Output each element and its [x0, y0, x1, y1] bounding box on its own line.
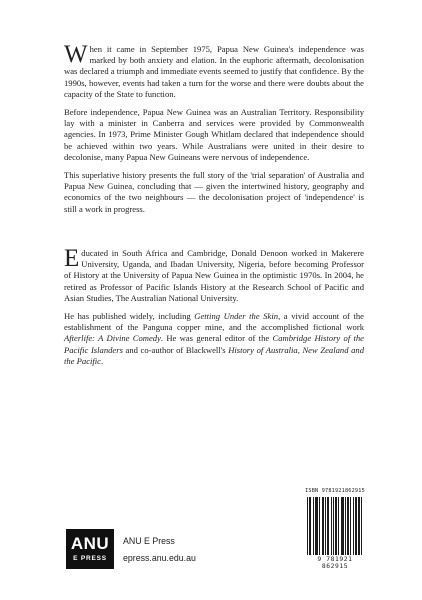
author-bio-section — [64, 245, 364, 374]
publisher-url: epress.anu.edu.au — [123, 553, 196, 563]
publisher-name: ANU E Press — [123, 536, 175, 546]
book-title: History of Australia, New Zealand and the Pacific — [64, 344, 364, 366]
bio-text: . — [101, 355, 104, 366]
book-title: Getting Under the Skin — [194, 311, 279, 322]
barcode-bar — [333, 497, 334, 555]
barcode-bar — [338, 497, 339, 555]
barcode-bar — [315, 497, 316, 555]
drop-cap: E — [64, 245, 80, 272]
bio-paragraph-1 — [64, 245, 364, 304]
barcode-bar — [322, 497, 323, 555]
barcode-bars — [307, 497, 363, 555]
isbn-barcode — [303, 488, 367, 570]
logo-line-1: ANU — [70, 534, 110, 553]
isbn-label: ISBN 9781921862915 — [305, 488, 365, 494]
barcode-bar — [310, 497, 311, 555]
blurb-paragraph-1 — [64, 41, 364, 100]
barcode-bar — [309, 497, 310, 555]
barcode-bar — [317, 497, 318, 555]
barcode-bar — [313, 497, 314, 555]
barcode-bar — [345, 497, 346, 555]
barcode-digits: 9 781921 862915 — [317, 556, 353, 570]
barcode-bar — [361, 497, 362, 555]
barcode-bar — [323, 497, 324, 555]
bio-text: and co-author of Blackwell's — [122, 344, 229, 355]
barcode-bar — [335, 497, 336, 555]
bio-paragraph-1-text: ducated in South Africa and Cambridge, Donald Denoon worked in Makerere University, Uganda, and Ibadan University, Nigeria, before becoming Professor of History at the University of Papua New Guinea in the optimistic 1970s. In 2004, he retired as Professor of Pacific Islands History at the Research School of Pacific and Asian Studies, The Australian National University. — [64, 248, 364, 303]
barcode-bar — [356, 497, 357, 555]
barcode-bar — [348, 497, 349, 555]
bio-text: . He was general editor of the — [160, 333, 273, 344]
barcode-bar — [353, 497, 354, 555]
barcode-bar — [336, 497, 337, 555]
barcode-bar — [316, 497, 317, 555]
barcode-bar — [327, 497, 328, 555]
barcode-bar — [350, 497, 351, 555]
barcode-bar — [341, 497, 342, 555]
barcode-bar — [328, 497, 329, 555]
blurb-paragraph-2: Before independence, Papua New Guinea was an Australian Territory. Responsibility lay with a minister in Canberra and services were provided by Commonwealth agencies. In 1973, Prime Minister Gough Whitlam declared that independence should be achieved within two years. While Australians were united in their desire to decolonise, many Papua New Guineans were nervous of independence. — [64, 107, 364, 162]
blurb-paragraph-1-text: hen it came in September 1975, Papua New Guinea's independence was marked by both anxiety and elation. In the euphoric aftermath, decolonisation was declared a triumph and immediate events seemed to justify that confidence. By the 1990s, however, events had taken a turn for the worse and there were doubts about the capacity of the State to function. — [64, 44, 364, 99]
barcode-bar — [331, 497, 332, 555]
book-title: Cambridge History of the Pacific Islanders — [64, 333, 364, 355]
barcode-bar — [325, 497, 326, 555]
bio-paragraph-2 — [64, 311, 364, 367]
book-title: Afterlife: A Divine Comedy — [64, 333, 161, 344]
barcode-bar — [347, 497, 348, 555]
logo-line-2: E PRESS — [73, 555, 107, 562]
barcode-bar — [319, 497, 320, 555]
anu-press-logo — [66, 529, 114, 569]
barcode-bar — [359, 497, 360, 555]
drop-cap: W — [64, 41, 88, 68]
barcode-bar — [342, 497, 343, 555]
barcode-bar — [307, 497, 308, 555]
bio-text: He has published widely, including — [64, 311, 195, 322]
barcode-bar — [358, 497, 359, 555]
blurb-section — [64, 41, 364, 222]
barcode-bar — [343, 497, 344, 555]
blurb-paragraph-3: This superlative history presents the full story of the 'trial separation' of Australia and Papua New Guinea, concluding that — given the intertwined history, geography and economics of the two neighbours — the decolonisation project of 'independence' is still a work in progress. — [64, 170, 364, 214]
bio-text: , a vivid account of the establishment of the Panguna copper mine, and the accomplished fictional work — [64, 311, 364, 333]
barcode-bar — [355, 497, 356, 555]
